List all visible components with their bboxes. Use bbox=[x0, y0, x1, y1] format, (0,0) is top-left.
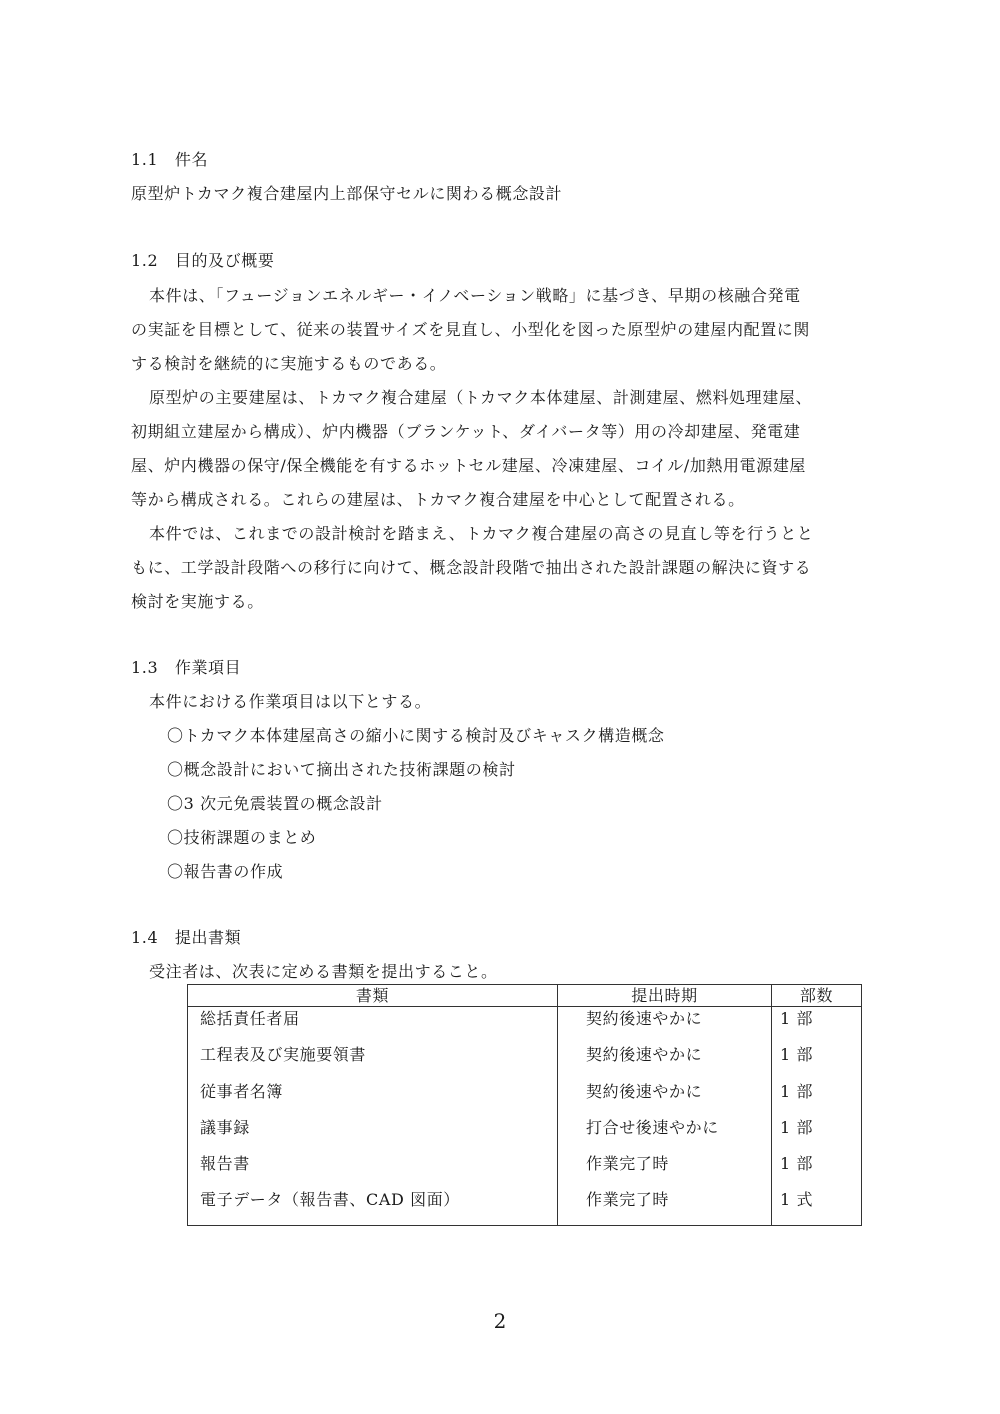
cell-copies: 1 部 bbox=[772, 1152, 862, 1188]
cell-copies: 1 式 bbox=[772, 1188, 862, 1225]
paragraph-line: 本件では、これまでの設計検討を踏まえ、トカマク複合建屋の高さの見直し等を行うとと bbox=[149, 524, 814, 543]
work-items-intro: 本件における作業項目は以下とする。 bbox=[149, 692, 432, 711]
cell-document: 電子データ（報告書、CAD 図面） bbox=[188, 1188, 558, 1225]
section-heading-1-3: 1.3 作業項目 bbox=[131, 658, 242, 677]
section-heading-1-1: 1.1 件名 bbox=[131, 150, 209, 169]
cell-timing: 契約後速やかに bbox=[558, 1080, 772, 1116]
paragraph-line: 原型炉の主要建屋は、トカマク複合建屋（トカマク本体建屋、計測建屋、燃料処理建屋、 bbox=[149, 388, 813, 407]
cell-document: 議事録 bbox=[188, 1116, 558, 1152]
cell-document: 従事者名簿 bbox=[188, 1080, 558, 1116]
cell-document: 総括責任者届 bbox=[188, 1007, 558, 1044]
column-header-copies: 部数 bbox=[772, 985, 862, 1007]
work-item: 〇報告書の作成 bbox=[167, 862, 284, 881]
cell-document: 報告書 bbox=[188, 1152, 558, 1188]
column-header-document: 書類 bbox=[188, 985, 558, 1007]
cell-copies: 1 部 bbox=[772, 1116, 862, 1152]
paragraph-line: 等から構成される。これらの建屋は、トカマク複合建屋を中心として配置される。 bbox=[131, 490, 745, 509]
cell-timing: 契約後速やかに bbox=[558, 1043, 772, 1079]
section-heading-1-2: 1.2 目的及び概要 bbox=[131, 251, 275, 270]
cell-copies: 1 部 bbox=[772, 1007, 862, 1044]
cell-timing: 作業完了時 bbox=[558, 1188, 772, 1225]
paragraph-line: する検討を継続的に実施するものである。 bbox=[131, 354, 447, 373]
table-row bbox=[188, 1043, 862, 1079]
cell-timing: 作業完了時 bbox=[558, 1152, 772, 1188]
table-row bbox=[188, 1188, 862, 1225]
paragraph-line: 検討を実施する。 bbox=[131, 592, 264, 611]
documents-table bbox=[187, 984, 862, 1226]
documents-intro: 受注者は、次表に定める書類を提出すること。 bbox=[149, 962, 498, 981]
column-header-submission-timing: 提出時期 bbox=[558, 985, 772, 1007]
cell-copies: 1 部 bbox=[772, 1080, 862, 1116]
table-row bbox=[188, 1007, 862, 1044]
cell-copies: 1 部 bbox=[772, 1043, 862, 1079]
work-item: 〇概念設計において摘出された技術課題の検討 bbox=[167, 760, 516, 779]
section-heading-1-4: 1.4 提出書類 bbox=[131, 928, 242, 947]
paragraph-line: もに、工学設計段階への移行に向けて、概念設計段階で抽出された設計課題の解決に資する bbox=[131, 558, 812, 577]
project-title: 原型炉トカマク複合建屋内上部保守セルに関わる概念設計 bbox=[131, 184, 563, 203]
page-number: 2 bbox=[493, 1309, 507, 1333]
paragraph-line: 屋、炉内機器の保守/保全機能を有するホットセル建屋、冷凍建屋、コイル/加熱用電源建屋 bbox=[131, 456, 807, 475]
cell-timing: 契約後速やかに bbox=[558, 1007, 772, 1044]
cell-timing: 打合せ後速やかに bbox=[558, 1116, 772, 1152]
table-row bbox=[188, 1116, 862, 1152]
paragraph-line: 本件は、「フュージョンエネルギー・イノベーション戦略」に基づき、早期の核融合発電 bbox=[149, 286, 801, 305]
work-item: 〇3 次元免震装置の概念設計 bbox=[167, 794, 383, 813]
paragraph-line: の実証を目標として、従来の装置サイズを見直し、小型化を図った原型炉の建屋内配置に関 bbox=[131, 320, 811, 339]
work-item: 〇トカマク本体建屋高さの縮小に関する検討及びキャスク構造概念 bbox=[167, 726, 665, 745]
table-row bbox=[188, 1080, 862, 1116]
cell-document: 工程表及び実施要領書 bbox=[188, 1043, 558, 1079]
table-header-row bbox=[188, 985, 862, 1007]
table-row bbox=[188, 1152, 862, 1188]
paragraph-line: 初期組立建屋から構成）、炉内機器（ブランケット、ダイバータ等）用の冷却建屋、発電建 bbox=[131, 422, 801, 441]
work-item: 〇技術課題のまとめ bbox=[167, 828, 317, 847]
